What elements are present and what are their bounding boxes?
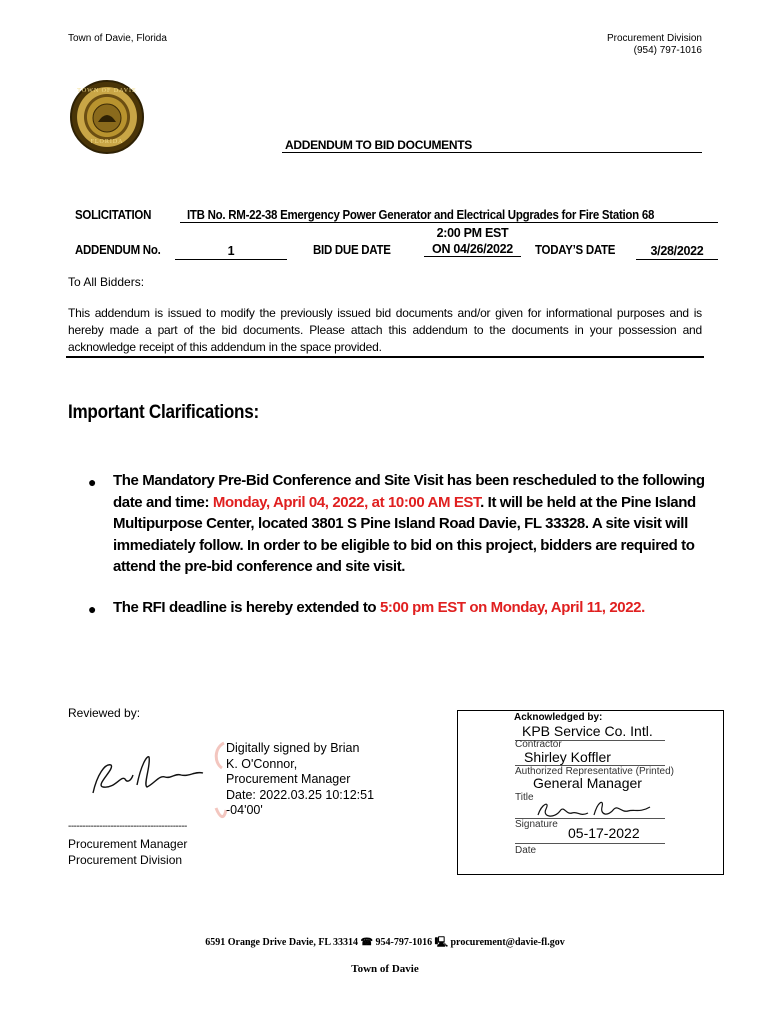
ack-representative-label: Authorized Representative (Printed) (515, 766, 674, 777)
bullet-2-highlight: 5:00 pm EST on Monday, April 11, 2022. (379, 599, 645, 616)
bullet-icon: ● (88, 601, 97, 617)
reviewer-signature-line: ------------------------------------------ (68, 821, 187, 832)
title-rule (282, 152, 702, 153)
bid-due-field (424, 226, 521, 257)
reviewer-info (68, 836, 187, 868)
solicitation-value: ITB No. RM-22-38 Emergency Power Generator and Electrical Upgrades for Fire Station 68 (187, 208, 655, 222)
solicitation-label: SOLICITATION (75, 208, 152, 222)
footer-town: Town of Davie (351, 963, 419, 975)
intro-paragraph: This addendum is issued to modify the previously issued bid documents and/or given for informational purposes and is hereby made a part of the bid documents. Please attach this addendum to the documents in your possession and acknowledge receipt of this addendum in the space provided. (68, 306, 702, 354)
intro-rule (66, 356, 704, 358)
header-division (607, 33, 702, 57)
bid-due-date: ON 04/26/2022 (424, 242, 521, 257)
acknowledgement-box (457, 710, 724, 875)
todays-date-label: TODAY’S DATE (535, 243, 616, 257)
digital-signature-line-1: Digitally signed by Brian (226, 741, 360, 755)
ack-contractor-value[interactable]: KPB Service Co. Intl. (522, 723, 653, 739)
solicitation-field (180, 207, 718, 223)
todays-date-value: 3/28/2022 (650, 244, 704, 258)
document-title: ADDENDUM TO BID DOCUMENTS (285, 138, 472, 152)
seal-text-top: TOWN OF DAVIE (77, 88, 137, 94)
digital-signature-line-4: Date: 2022.03.25 10:12:51 (226, 787, 375, 802)
bid-due-label: BID DUE DATE (313, 243, 391, 257)
digital-signature-line-5: -04'00' (226, 803, 263, 817)
addendum-value: 1 (227, 244, 235, 258)
bullet-1-highlight: Monday, April 04, 2022, at 10:00 AM EST (212, 493, 481, 511)
bullet-icon: ● (88, 474, 97, 490)
ack-title-value[interactable]: General Manager (533, 775, 642, 791)
ack-date-value[interactable]: 05-17-2022 (568, 825, 640, 841)
bid-due-time: 2:00 PM EST (436, 226, 509, 240)
bullet-1 (113, 470, 723, 578)
ack-title-label: Title (515, 792, 534, 803)
footer-address: 6591 Orange Drive Davie, FL 33314 ☎ 954-797-1016 🖳 procurement@davie-fl.gov (205, 937, 565, 948)
todays-date-field (636, 242, 718, 260)
ack-representative-value[interactable]: Shirley Koffler (524, 749, 611, 765)
reviewer-handwritten-signature (85, 745, 215, 805)
addendum-label: ADDENDUM No. (75, 243, 161, 257)
header-town: Town of Davie, Florida (68, 33, 167, 44)
digital-signature-line-3: Procurement Manager (226, 772, 351, 786)
reviewer-title: Procurement Manager (68, 837, 188, 851)
bullet-2 (113, 597, 723, 619)
header-phone: (954) 797-1016 (633, 45, 702, 56)
reviewed-by-label: Reviewed by: (68, 706, 141, 720)
header-division-name: Procurement Division (606, 33, 702, 44)
ack-date-line (515, 843, 665, 844)
ack-date-label: Date (515, 845, 537, 856)
ack-heading: Acknowledged by: (514, 712, 603, 723)
salutation: To All Bidders: (68, 275, 145, 289)
ack-signature-label: Signature (515, 819, 558, 830)
seal-text-bottom: FLORIDA (90, 139, 124, 145)
section-title: Important Clarifications: (68, 402, 259, 423)
digital-signature-block (226, 741, 374, 819)
bullet-1-post: . It will be held at the Pine Island Multipurpose Center, located 3801 S Pine Island Road Davie, FL 33328. A site visit will immediately follow. In order to be eligible to bid on this project, bidders are required to attend the pre-bid conference and site visit. (113, 493, 696, 575)
ack-contractor-label: Contractor (515, 739, 562, 750)
town-seal-logo (70, 80, 144, 154)
bullet-2-pre: The RFI deadline is hereby extended to (113, 599, 380, 616)
reviewer-department: Procurement Division (68, 853, 183, 867)
addendum-field (175, 242, 287, 260)
bullet-1-pre: The Mandatory Pre-Bid Conference and Site Visit has been rescheduled to the following date and time: (113, 472, 705, 511)
digital-signature-line-2: K. O'Connor, (226, 756, 298, 771)
